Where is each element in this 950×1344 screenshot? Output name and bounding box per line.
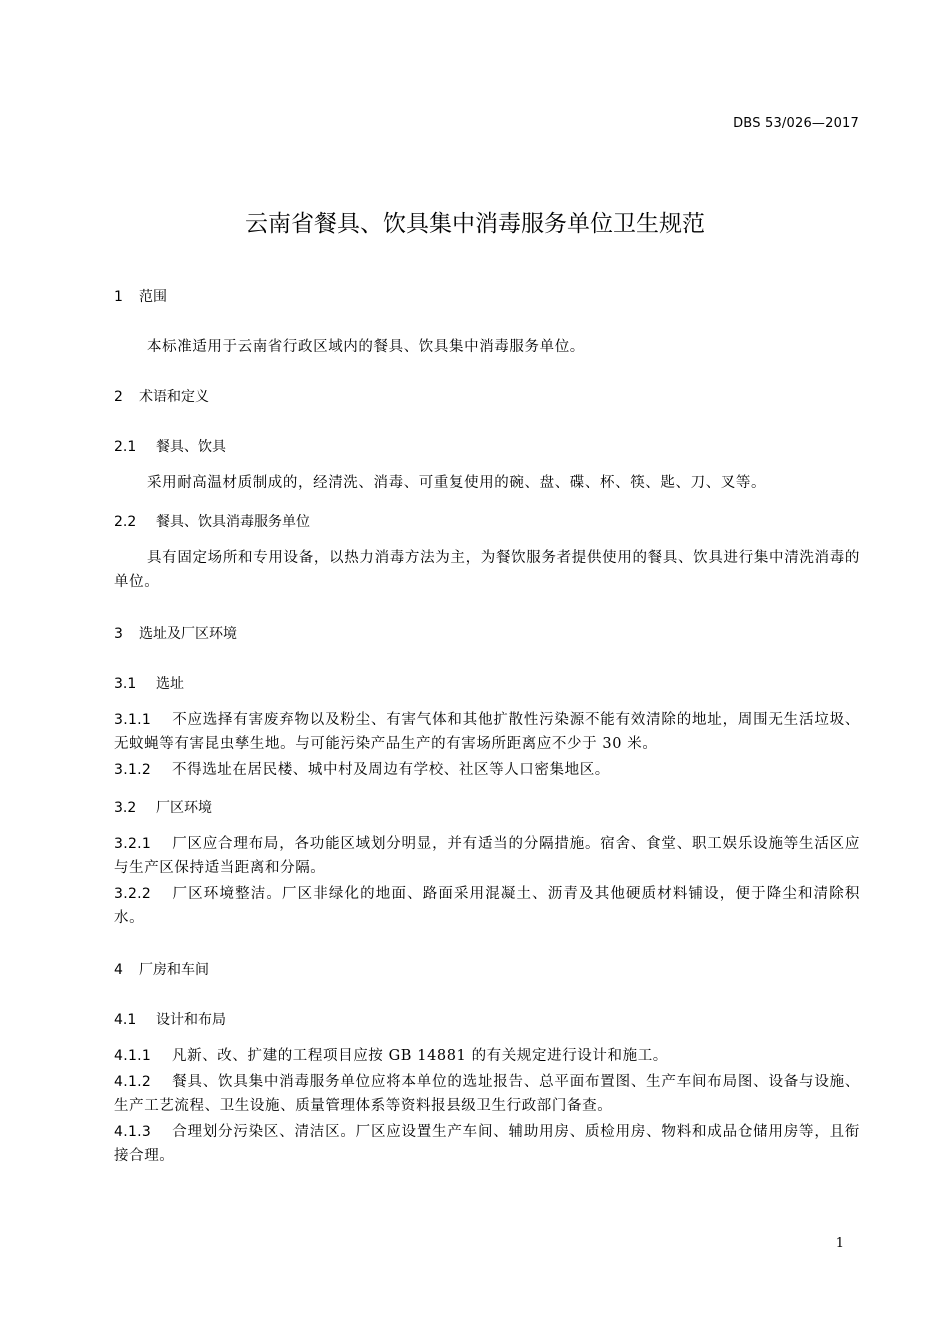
section-title: 餐具、饮具消毒服务单位: [156, 514, 310, 530]
clause-3-2-2: [114, 883, 860, 930]
document-title: 云南省餐具、饮具集中消毒服务单位卫生规范: [245, 211, 705, 237]
section-number: 3: [114, 626, 123, 642]
clause-text: 不得选址在居民楼、城中村及周边有学校、社区等人口密集地区。: [172, 762, 610, 778]
section-2-heading: [114, 386, 209, 408]
section-title: 范围: [139, 289, 167, 305]
clause-4-1-1: [114, 1045, 860, 1069]
clause-number: 4.1.3: [114, 1124, 152, 1140]
clause-text: 凡新、改、扩建的工程项目应按 GB 14881 的有关规定进行设计和施工。: [172, 1048, 668, 1064]
section-number: 4.1: [114, 1012, 137, 1028]
section-title: 选址及厂区环境: [139, 626, 237, 642]
standard-code: DBS 53/026—2017: [733, 116, 859, 131]
section-title: 术语和定义: [139, 389, 209, 405]
section-2-1-heading: [114, 436, 226, 458]
clause-4-1-2: [114, 1071, 860, 1118]
clause-number: 4.1.2: [114, 1074, 152, 1090]
clause-text: 不应选择有害废弃物以及粉尘、有害气体和其他扩散性污染源不能有效清除的地址，周围无生活垃圾、无蚊蝇等有害昆虫孳生地。与可能污染产品生产的有害场所距离应不少于 30 米。: [114, 712, 860, 752]
section-2-1-body: 采用耐高温材质制成的，经清洗、消毒、可重复使用的碗、盘、碟、杯、筷、匙、刀、叉等。: [147, 475, 767, 491]
clause-number: 4.1.1: [114, 1048, 152, 1064]
section-2-2-heading: [114, 511, 310, 533]
clause-number: 3.1.2: [114, 762, 152, 778]
clause-text: 合理划分污染区、清洁区。厂区应设置生产车间、辅助用房、质检用房、物料和成品仓储用房等，且衔接合理。: [114, 1124, 860, 1164]
section-1-body: 本标准适用于云南省行政区域内的餐具、饮具集中消毒服务单位。: [147, 339, 585, 355]
section-title: 设计和布局: [156, 1012, 226, 1028]
section-2-2-body: 具有固定场所和专用设备，以热力消毒方法为主，为餐饮服务者提供使用的餐具、饮具进行集中清洗消毒的单位。: [114, 550, 860, 590]
clause-4-1-3: [114, 1121, 860, 1168]
section-number: 3.1: [114, 676, 137, 692]
section-title: 厂房和车间: [139, 962, 209, 978]
clause-3-1-1: [114, 709, 860, 756]
section-title: 选址: [156, 676, 184, 692]
section-title: 厂区环境: [156, 800, 212, 816]
clause-text: 厂区应合理布局，各功能区域划分明显，并有适当的分隔措施。宿舍、食堂、职工娱乐设施等生活区应与生产区保持适当距离和分隔。: [114, 836, 860, 876]
clause-number: 3.2.2: [114, 886, 152, 902]
clause-text: 餐具、饮具集中消毒服务单位应将本单位的选址报告、总平面布置图、生产车间布局图、设备与设施、生产工艺流程、卫生设施、质量管理体系等资料报县级卫生行政部门备查。: [114, 1074, 860, 1114]
section-1-heading: [114, 286, 167, 308]
section-3-heading: [114, 623, 237, 645]
page-number: 1: [835, 1236, 844, 1251]
section-3-1-heading: [114, 673, 184, 695]
section-3-2-heading: [114, 797, 212, 819]
section-title: 餐具、饮具: [156, 439, 226, 455]
section-number: 4: [114, 962, 123, 978]
section-number: 1: [114, 289, 123, 305]
section-4-1-heading: [114, 1009, 226, 1031]
section-number: 2.1: [114, 439, 137, 455]
section-number: 2.2: [114, 514, 137, 530]
section-number: 3.2: [114, 800, 137, 816]
clause-3-1-2: [114, 759, 860, 783]
section-number: 2: [114, 389, 123, 405]
clause-number: 3.2.1: [114, 836, 152, 852]
clause-number: 3.1.1: [114, 712, 152, 728]
clause-text: 厂区环境整洁。厂区非绿化的地面、路面采用混凝土、沥青及其他硬质材料铺设，便于降尘和清除积水。: [114, 886, 860, 926]
section-4-heading: [114, 959, 209, 981]
clause-3-2-1: [114, 833, 860, 880]
